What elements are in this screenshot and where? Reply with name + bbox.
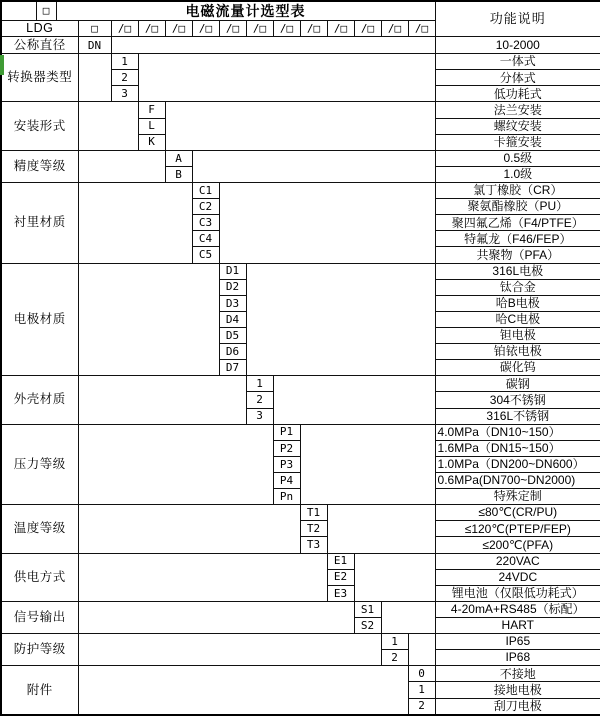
code-cell: D6: [219, 344, 246, 360]
desc-cell: 钽电极: [435, 328, 600, 344]
desc-cell: 低功耗式: [435, 86, 600, 102]
section-label: 电极材质: [1, 263, 78, 376]
code-cell: B: [165, 166, 192, 182]
desc-cell: 共聚物（PFA）: [435, 247, 600, 263]
table-row: [1, 505, 600, 521]
spacer-cell: [165, 102, 435, 150]
table-row: [1, 553, 600, 569]
model-slot-box: /□: [165, 20, 192, 37]
spacer-cell: [78, 424, 273, 505]
spacer-cell: [192, 150, 435, 182]
desc-cell: IP68: [435, 650, 600, 666]
table-row: [1, 601, 600, 617]
title-checkbox: □: [36, 1, 56, 20]
code-cell: T2: [300, 521, 327, 537]
spacer-cell: [78, 376, 246, 424]
code-cell: DN: [78, 37, 111, 54]
code-cell: E3: [327, 585, 354, 601]
spacer-cell: [300, 424, 435, 505]
spacer-cell: [138, 54, 435, 102]
desc-cell: 法兰安装: [435, 102, 600, 118]
desc-cell: 1.0MPa（DN200~DN600）: [435, 456, 600, 472]
desc-cell: 304不锈钢: [435, 392, 600, 408]
desc-cell: 刮刀电极: [435, 698, 600, 715]
spacer-cell: [219, 183, 435, 264]
code-cell: E1: [327, 553, 354, 569]
code-cell: 3: [111, 86, 138, 102]
spacer-cell: [78, 263, 219, 376]
section-label: 供电方式: [1, 553, 78, 601]
model-label: LDG: [1, 20, 78, 37]
code-cell: P1: [273, 424, 300, 440]
model-slot-box: /□: [273, 20, 300, 37]
code-cell: S2: [354, 617, 381, 633]
code-cell: D3: [219, 295, 246, 311]
desc-cell: 碳化钨: [435, 360, 600, 376]
spacer-cell: [78, 102, 138, 150]
spacer-cell: [246, 263, 435, 376]
desc-cell: 特氟龙（F46/FEP）: [435, 231, 600, 247]
code-cell: 2: [381, 650, 408, 666]
section-label: 压力等级: [1, 424, 78, 505]
code-cell: D4: [219, 311, 246, 327]
model-base-box: □: [78, 20, 111, 37]
page-title: 电磁流量计选型表: [56, 1, 435, 20]
table-row: [1, 666, 600, 682]
table-row: [1, 634, 600, 650]
code-cell: T3: [300, 537, 327, 553]
desc-cell: 0.5级: [435, 150, 600, 166]
desc-cell: 碳钢: [435, 376, 600, 392]
desc-cell: ≤80℃(CR/PU): [435, 505, 600, 521]
spacer-cell: [273, 376, 435, 424]
code-cell: 3: [246, 408, 273, 424]
table-row: [1, 263, 600, 279]
code-cell: 1: [408, 682, 435, 698]
model-slot-box: /□: [111, 20, 138, 37]
code-cell: C1: [192, 183, 219, 199]
desc-cell: 一体式: [435, 54, 600, 70]
desc-cell: HART: [435, 617, 600, 633]
code-cell: 0: [408, 666, 435, 682]
desc-cell: 螺纹安装: [435, 118, 600, 134]
desc-cell: 4.0MPa（DN10~150）: [435, 424, 600, 440]
desc-cell: ≤200℃(PFA): [435, 537, 600, 553]
spacer-cell: [78, 183, 192, 264]
desc-cell: 哈B电极: [435, 295, 600, 311]
table-row: [1, 424, 600, 440]
code-cell: D2: [219, 279, 246, 295]
desc-cell: 锂电池（仅限低功耗式）: [435, 585, 600, 601]
spacer-cell: [78, 634, 381, 666]
model-slot-box: /□: [408, 20, 435, 37]
model-slot-box: /□: [219, 20, 246, 37]
selection-table-body: [1, 1, 600, 715]
code-cell: T1: [300, 505, 327, 521]
code-cell: 2: [111, 70, 138, 86]
code-cell: P2: [273, 440, 300, 456]
code-cell: C2: [192, 199, 219, 215]
table-row: [1, 54, 600, 70]
spacer-cell: [78, 150, 165, 182]
desc-cell: 1.6MPa（DN15~150）: [435, 440, 600, 456]
spacer-cell: [381, 601, 435, 633]
model-slot-box: /□: [381, 20, 408, 37]
model-slot-box: /□: [354, 20, 381, 37]
desc-cell: 220VAC: [435, 553, 600, 569]
desc-cell: 聚氨酯橡胶（PU）: [435, 199, 600, 215]
desc-cell: 24VDC: [435, 569, 600, 585]
model-slot-box: /□: [192, 20, 219, 37]
table-row: [1, 183, 600, 199]
title-row: [1, 1, 600, 20]
model-slot-box: /□: [138, 20, 165, 37]
code-cell: D5: [219, 328, 246, 344]
spacer-cell: [327, 505, 435, 553]
model-slot-box: /□: [327, 20, 354, 37]
section-label: 温度等级: [1, 505, 78, 553]
section-label: 外壳材质: [1, 376, 78, 424]
desc-cell: 接地电极: [435, 682, 600, 698]
desc-cell: 316L电极: [435, 263, 600, 279]
desc-cell: 卡箍安装: [435, 134, 600, 150]
spacer-cell: [354, 553, 435, 601]
section-label: 防护等级: [1, 634, 78, 666]
desc-cell: 1.0级: [435, 166, 600, 182]
table-row: [1, 37, 600, 54]
code-cell: 1: [246, 376, 273, 392]
table-row: [1, 102, 600, 118]
desc-cell: 哈C电极: [435, 311, 600, 327]
model-slot-box: /□: [246, 20, 273, 37]
desc-cell: 分体式: [435, 70, 600, 86]
code-cell: 1: [111, 54, 138, 70]
code-cell: L: [138, 118, 165, 134]
desc-cell: ≤120℃(PTEP/FEP): [435, 521, 600, 537]
desc-cell: 氯丁橡胶（CR）: [435, 183, 600, 199]
code-cell: D7: [219, 360, 246, 376]
desc-cell: 4-20mA+RS485（标配）: [435, 601, 600, 617]
section-label: 衬里材质: [1, 183, 78, 264]
spacer-cell: [111, 37, 435, 54]
green-artifact-marker: [0, 55, 4, 75]
code-cell: 2: [246, 392, 273, 408]
section-label: 转换器类型: [1, 54, 78, 102]
model-slot-box: /□: [300, 20, 327, 37]
table-row: [1, 376, 600, 392]
desc-cell: 不接地: [435, 666, 600, 682]
code-cell: 2: [408, 698, 435, 715]
code-cell: E2: [327, 569, 354, 585]
spacer-cell: [78, 666, 408, 715]
spacer-cell: [408, 634, 435, 666]
code-cell: C5: [192, 247, 219, 263]
spacer-cell: [78, 553, 327, 601]
code-cell: 1: [381, 634, 408, 650]
title-left-spacer: [1, 1, 36, 20]
code-cell: D1: [219, 263, 246, 279]
section-label: 安装形式: [1, 102, 78, 150]
desc-cell: 316L不锈钢: [435, 408, 600, 424]
code-cell: P3: [273, 456, 300, 472]
code-cell: A: [165, 150, 192, 166]
section-label: 附件: [1, 666, 78, 715]
code-cell: F: [138, 102, 165, 118]
code-cell: K: [138, 134, 165, 150]
function-header: 功能说明: [435, 1, 600, 37]
section-label: 公称直径: [1, 37, 78, 54]
desc-cell: 铂铱电极: [435, 344, 600, 360]
code-cell: Pn: [273, 489, 300, 505]
desc-cell: 10-2000: [435, 37, 600, 54]
desc-cell: 0.6MPa(DN700~DN2000): [435, 473, 600, 489]
spacer-cell: [78, 505, 300, 553]
desc-cell: IP65: [435, 634, 600, 650]
spacer-cell: [78, 54, 111, 102]
code-cell: C4: [192, 231, 219, 247]
desc-cell: 特殊定制: [435, 489, 600, 505]
section-label: 信号输出: [1, 601, 78, 633]
code-cell: P4: [273, 473, 300, 489]
desc-cell: 钛合金: [435, 279, 600, 295]
code-cell: S1: [354, 601, 381, 617]
table-row: [1, 150, 600, 166]
desc-cell: 聚四氟乙烯（F4/PTFE）: [435, 215, 600, 231]
spacer-cell: [78, 601, 354, 633]
code-cell: C3: [192, 215, 219, 231]
section-label: 精度等级: [1, 150, 78, 182]
